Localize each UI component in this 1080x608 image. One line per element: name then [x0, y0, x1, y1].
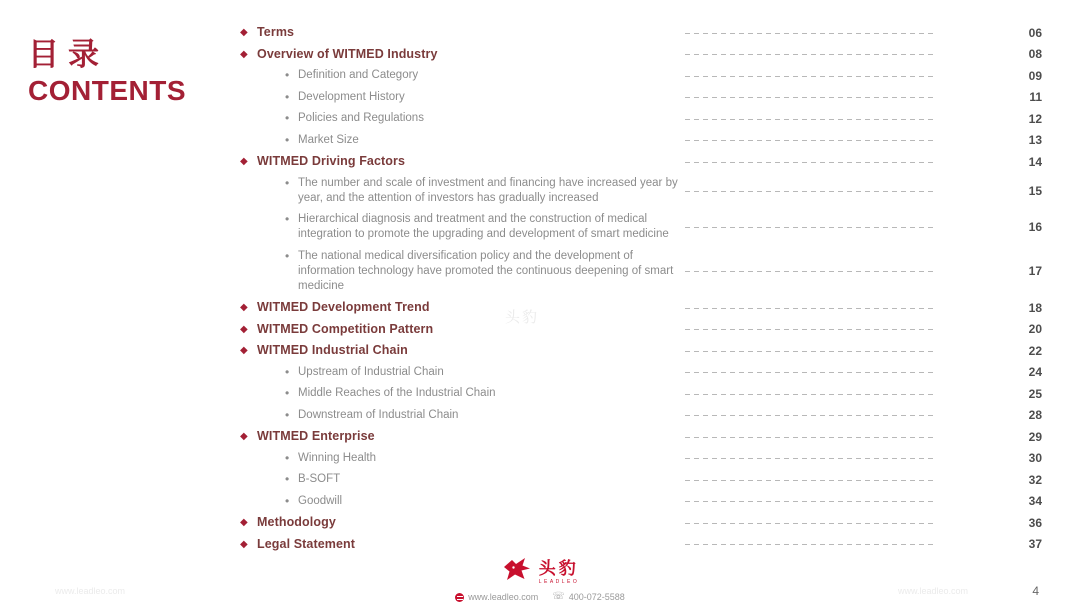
toc-row [240, 362, 1045, 384]
dotted-leader [685, 480, 935, 481]
dotted-leader [685, 329, 935, 330]
dot-bullet-icon: • [285, 212, 290, 227]
toc-entry-page-number: 24 [1028, 365, 1042, 380]
toc-entry-text: B-SOFT [298, 473, 341, 486]
dot-bullet-icon: • [285, 89, 290, 104]
toc-entry-page-number: 08 [1028, 47, 1042, 62]
toc-entry-text: Market Size [298, 133, 359, 146]
toc-row [240, 209, 1045, 246]
dotted-leader [685, 437, 935, 438]
diamond-bullet-icon: ◆ [240, 27, 248, 39]
phone-item [552, 592, 625, 602]
dotted-leader [685, 544, 935, 545]
toc-entry-text: Legal Statement [257, 536, 356, 551]
dotted-leader [685, 351, 935, 352]
toc-entry-text: Upstream of Industrial Chain [298, 365, 444, 378]
toc-entry-label [240, 90, 685, 105]
dotted-leader [685, 308, 935, 309]
dot-bullet-icon: • [285, 175, 290, 190]
dotted-leader [685, 191, 935, 192]
toc-entry-label [240, 68, 685, 83]
dot-bullet-icon: • [285, 132, 290, 147]
toc-row [240, 426, 1045, 448]
diamond-bullet-icon: ◆ [240, 517, 248, 529]
toc-entry-page-number: 17 [1028, 264, 1042, 279]
toc-entry-page-number: 28 [1028, 408, 1042, 423]
toc-entry-text: Development History [298, 90, 405, 103]
toc-entry-page-number: 30 [1028, 451, 1042, 466]
logo-text [539, 560, 580, 585]
toc-entry-page-number: 11 [1029, 90, 1042, 105]
toc-row [240, 87, 1045, 109]
toc-entry-label [240, 47, 685, 62]
phone-text: 400-072-5588 [568, 592, 625, 602]
dot-bullet-icon: • [285, 248, 290, 263]
toc-entry-text: Winning Health [298, 451, 376, 464]
toc-entry-text: Downstream of Industrial Chain [298, 408, 459, 421]
toc-entry-label [240, 343, 685, 358]
toc-entry-text: WITMED Industrial Chain [257, 343, 408, 358]
toc-entry-page-number: 12 [1028, 111, 1042, 126]
toc-row [240, 297, 1045, 319]
toc-entry-label [240, 429, 685, 444]
toc-entry-text: Overview of WITMED Industry [257, 46, 438, 61]
toc-row [240, 22, 1045, 44]
dotted-leader [685, 140, 935, 141]
toc-entry-text: The number and scale of investment and financing have increased year by year, and the attention of investors has gradually increased [298, 176, 678, 204]
title-block [28, 38, 186, 107]
toc-entry-page-number: 06 [1028, 25, 1042, 40]
page-title-chinese: 目录 [28, 37, 108, 72]
dot-bullet-icon: • [285, 386, 290, 401]
toc-entry-page-number: 34 [1028, 494, 1042, 509]
toc-entry-page-number: 37 [1028, 537, 1042, 552]
dot-bullet-icon: • [285, 68, 290, 83]
dotted-leader [685, 227, 935, 228]
toc-row [240, 491, 1045, 513]
toc-list [240, 22, 1045, 555]
logo-latin-name: LEADLEO [538, 578, 580, 585]
dotted-leader [685, 501, 935, 502]
toc-row [240, 246, 1045, 298]
toc-row [240, 512, 1045, 534]
toc-entry-label [240, 515, 685, 530]
website-item [455, 592, 538, 602]
toc-entry-page-number: 09 [1028, 68, 1042, 83]
dotted-leader [685, 97, 935, 98]
toc-entry-label [240, 408, 685, 423]
toc-row [240, 108, 1045, 130]
toc-entry-page-number: 14 [1028, 154, 1042, 169]
diamond-bullet-icon: ◆ [240, 302, 248, 314]
dot-bullet-icon: • [285, 493, 290, 508]
toc-entry-text: WITMED Development Trend [257, 300, 430, 315]
toc-entry-label [240, 249, 685, 294]
toc-entry-label [240, 154, 685, 169]
toc-entry-text: WITMED Driving Factors [257, 154, 406, 169]
toc-row [240, 405, 1045, 427]
toc-entry-label [240, 111, 685, 126]
dotted-leader [685, 76, 935, 77]
toc-entry-page-number: 15 [1028, 183, 1042, 198]
dot-bullet-icon: • [285, 364, 290, 379]
toc-entry-text: WITMED Competition Pattern [257, 321, 434, 336]
toc-entry-label [240, 25, 685, 40]
diamond-bullet-icon: ◆ [240, 323, 248, 335]
website-text: www.leadleo.com [468, 592, 539, 602]
diamond-bullet-icon: ◆ [240, 345, 248, 357]
dotted-leader [685, 119, 935, 120]
dotted-leader [685, 271, 935, 272]
toc-entry-text: Hierarchical diagnosis and treatment and the construction of medical integration to promote the upgrading and development of smart medicine [298, 213, 669, 241]
toc-row [240, 151, 1045, 173]
toc-entry-label [240, 472, 685, 487]
watermark-bottom-right: www.leadleo.com [897, 586, 968, 596]
diamond-bullet-icon: ◆ [240, 48, 248, 60]
toc-row [240, 383, 1045, 405]
toc-entry-page-number: 29 [1028, 429, 1042, 444]
toc-entry-text: WITMED Enterprise [257, 429, 375, 444]
diamond-bullet-icon: ◆ [240, 156, 248, 168]
dotted-leader [685, 162, 935, 163]
diamond-bullet-icon: ◆ [240, 431, 248, 443]
watermark-center: 头豹 [505, 309, 540, 326]
dot-bullet-icon: • [285, 111, 290, 126]
dotted-leader [685, 415, 935, 416]
leopard-logo-icon [501, 556, 533, 588]
dotted-leader [685, 458, 935, 459]
toc-entry-text: Definition and Category [298, 69, 419, 82]
toc-entry-text: Terms [257, 25, 295, 40]
toc-row [240, 173, 1045, 210]
toc-entry-label [240, 451, 685, 466]
slide-page-number: 4 [1032, 584, 1039, 598]
toc-entry-text: Goodwill [298, 494, 343, 507]
dotted-leader [685, 54, 935, 55]
dotted-leader [685, 523, 935, 524]
toc-entry-label [240, 365, 685, 380]
toc-entry-label [240, 322, 685, 337]
dot-bullet-icon: • [285, 407, 290, 422]
toc-row [240, 469, 1045, 491]
dotted-leader [685, 33, 935, 34]
toc-row [240, 130, 1045, 152]
globe-icon [455, 593, 464, 602]
toc-entry-label [240, 300, 685, 315]
toc-entry-page-number: 32 [1028, 472, 1042, 487]
toc-entry-page-number: 20 [1028, 322, 1042, 337]
toc-entry-text: Policies and Regulations [298, 112, 424, 125]
toc-row [240, 44, 1045, 66]
toc-entry-page-number: 25 [1028, 386, 1042, 401]
toc-entry-label [240, 537, 685, 552]
toc-entry-text: Methodology [257, 515, 336, 530]
phone-icon: ☏ [552, 591, 565, 602]
toc-entry-label [240, 386, 685, 401]
dotted-leader [685, 394, 935, 395]
watermark-bottom-left: www.leadleo.com [55, 586, 126, 596]
logo-chinese-name: 头豹 [538, 558, 579, 578]
toc-entry-page-number: 36 [1028, 515, 1042, 530]
toc-entry-label [240, 176, 685, 206]
toc-row [240, 448, 1045, 470]
leadleo-logo [501, 556, 580, 588]
diamond-bullet-icon: ◆ [240, 538, 248, 550]
toc-entry-page-number: 18 [1028, 300, 1042, 315]
dot-bullet-icon: • [285, 472, 290, 487]
page-title-english: CONTENTS [28, 75, 186, 107]
toc-row [240, 65, 1045, 87]
toc-row [240, 319, 1045, 341]
toc-entry-text: The national medical diversification policy and the development of information technology have promoted the continuous deepening of smart medicine [298, 249, 674, 292]
toc-entry-page-number: 22 [1028, 343, 1042, 358]
toc-entry-label [240, 133, 685, 148]
dotted-leader [685, 372, 935, 373]
dot-bullet-icon: • [285, 450, 290, 465]
toc-row [240, 340, 1045, 362]
toc-entry-page-number: 16 [1028, 220, 1042, 235]
toc-entry-label [240, 212, 685, 242]
toc-row [240, 534, 1045, 556]
toc-entry-text: Middle Reaches of the Industrial Chain [298, 387, 496, 400]
toc-entry-page-number: 13 [1028, 133, 1042, 148]
toc-entry-label [240, 494, 685, 509]
